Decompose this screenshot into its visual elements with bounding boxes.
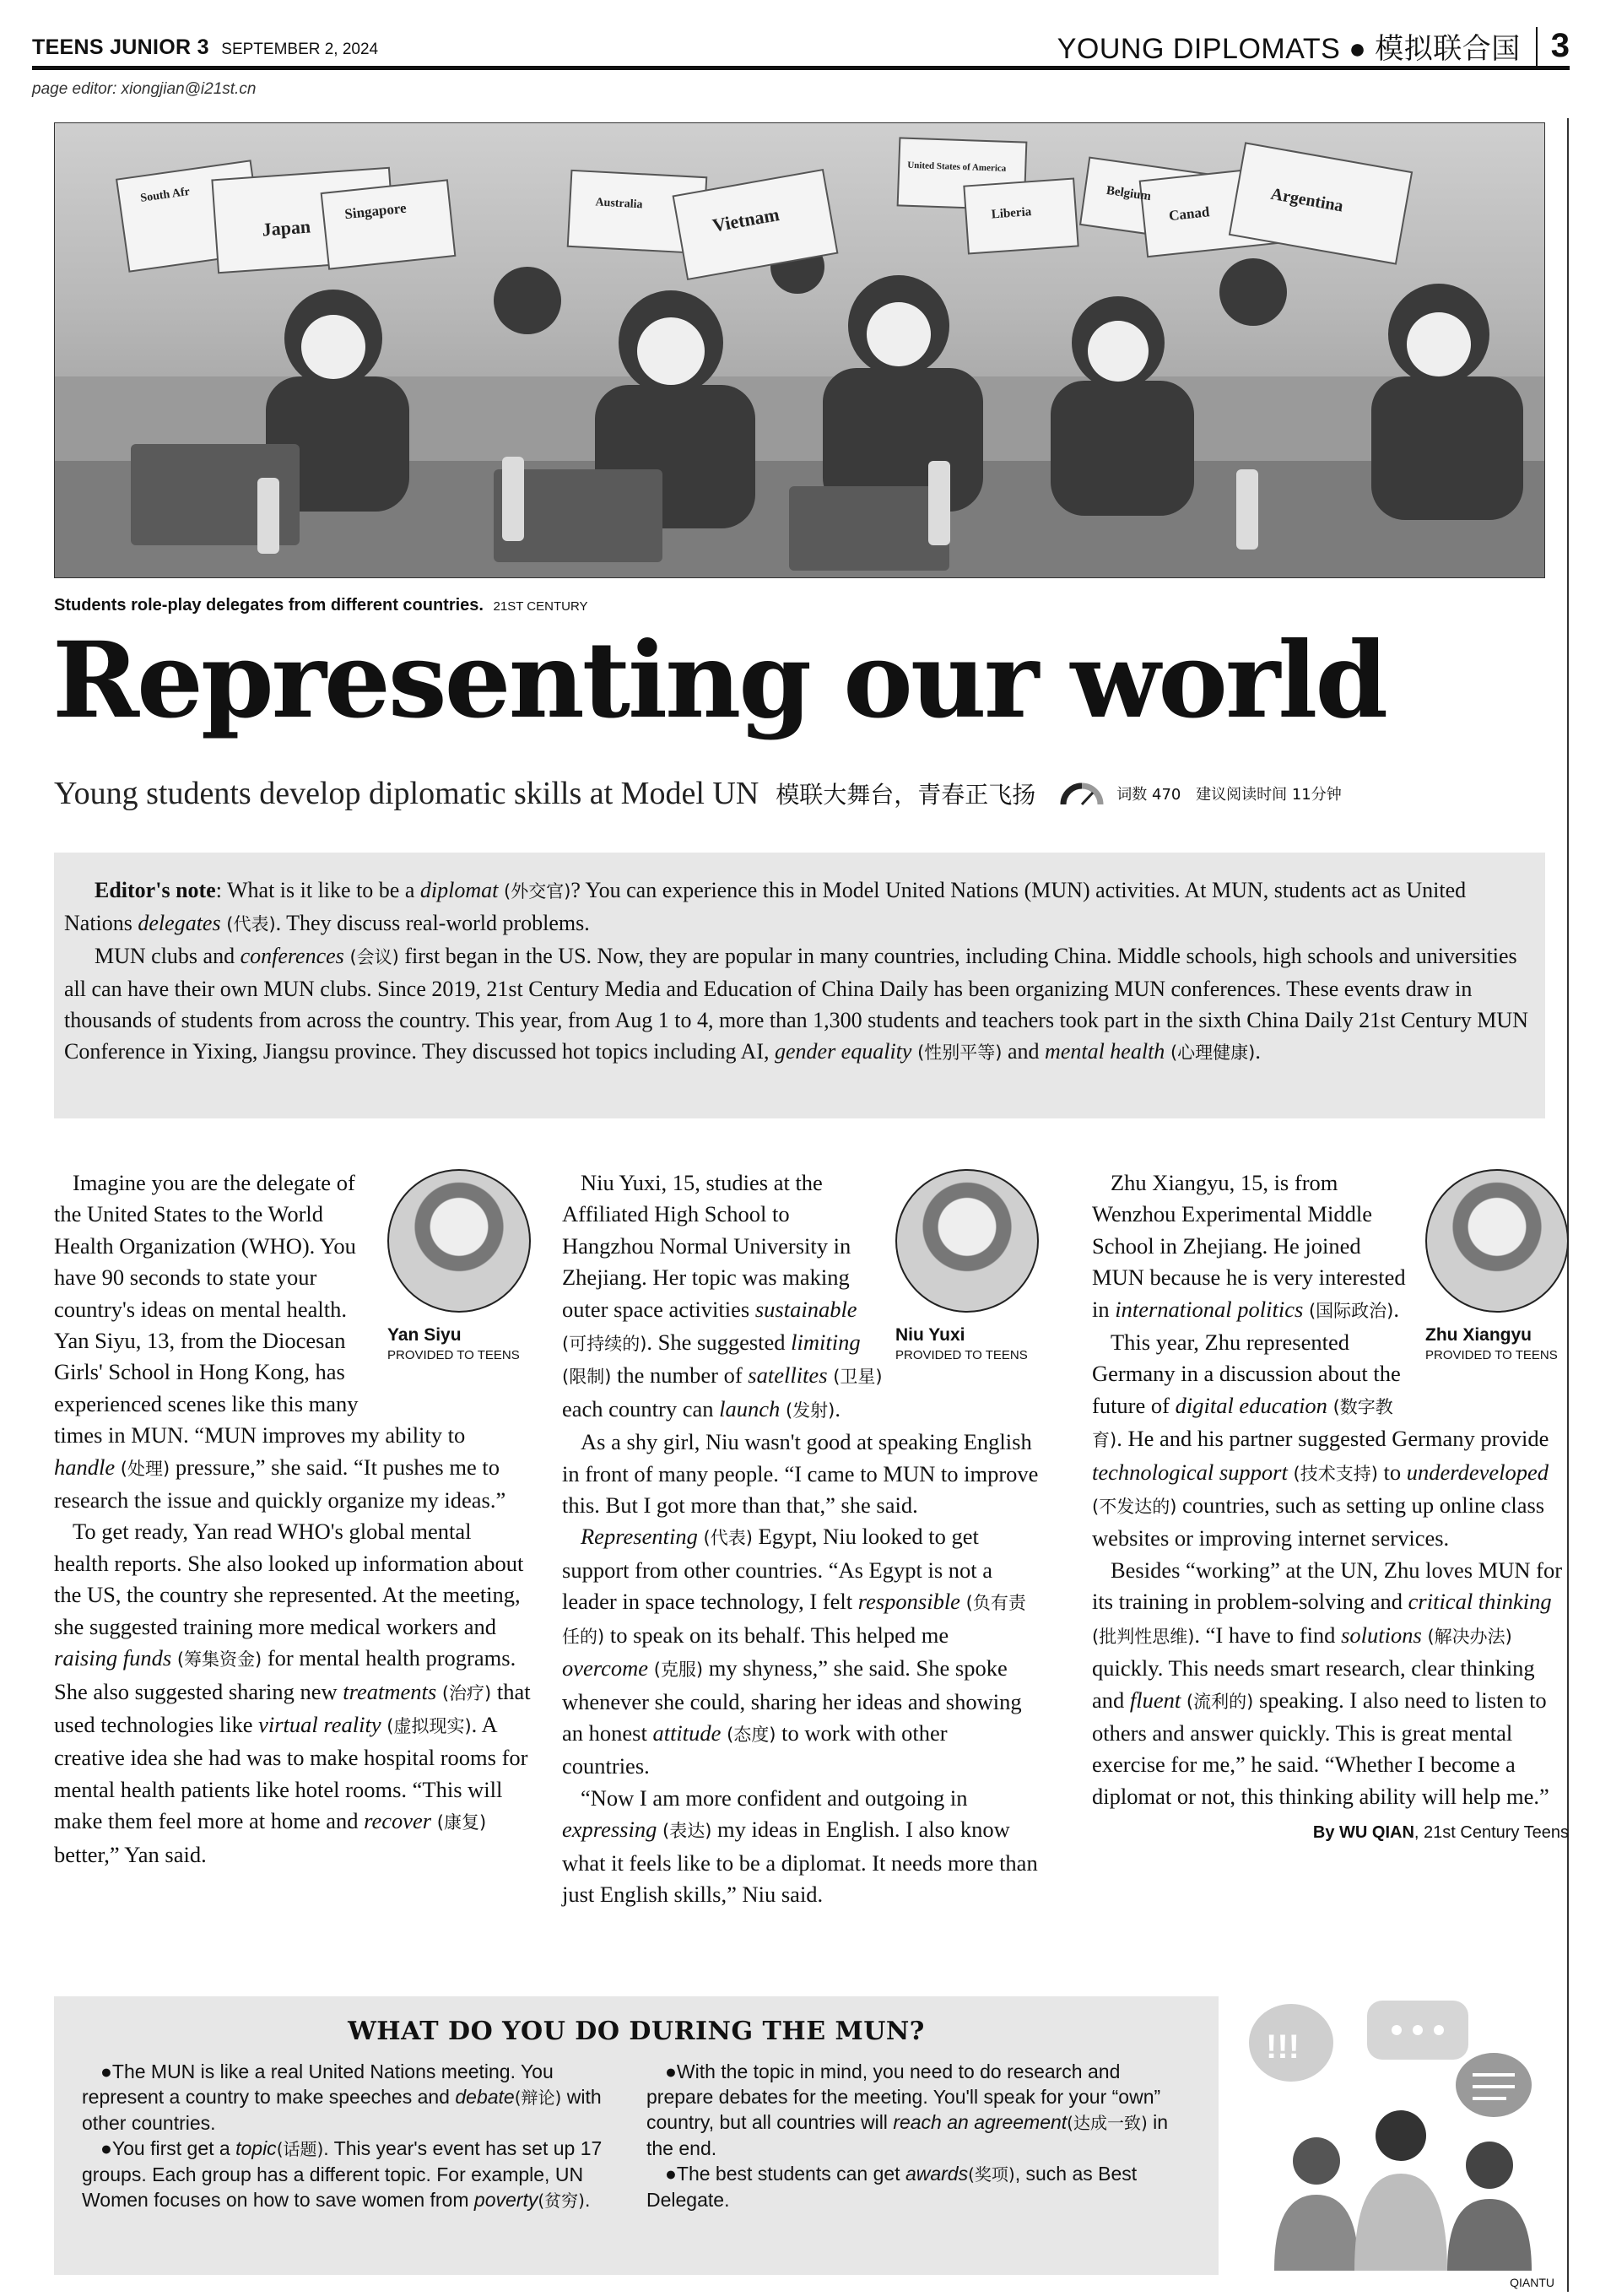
photo-credit: 21ST CENTURY (493, 599, 588, 614)
subheadline-row (54, 775, 1352, 812)
editors-note (54, 853, 1545, 1118)
portrait-name: Yan Siyu (387, 1325, 462, 1345)
main-photo (54, 122, 1545, 578)
paragraph: Niu Yuxi, 15, studies at the Affiliated High School to Hangzhou Normal University in Zhejiang. Her topic was making outer space activities sustainable (可持续的). She suggested limiting (限制) the number of satellites (卫星) each country can launch (发射). (562, 1170, 883, 1421)
person-icon (1354, 2110, 1447, 2271)
placard-liberia: Liberia (991, 205, 1032, 222)
photo-illustration (55, 123, 1545, 578)
avatar (895, 1169, 1039, 1313)
portrait-credit: PROVIDED TO TEENS (895, 1348, 1028, 1362)
placard-usa: United States of America (907, 160, 1007, 174)
article-column-2 (562, 1167, 1039, 1910)
article-column-3 (1092, 1167, 1569, 1849)
portrait-yan-siyu (387, 1169, 531, 1395)
bullet-item: ●The best students can get awards(奖项), such as Best Delegate. (646, 2163, 1138, 2211)
editors-note-p2: MUN clubs and conferences (会议) first began in the US. Now, they are popular in many countries, including China. Middle schools, high schools and universities all can have their own MUN clubs. Since 2019, 21st Century Media and Education of China Daily has been organizing MUN conferences. These events draw in thousands of students from across the country. This year, from Aug 1 to 4, more than 1,300 students and teachers took part in the sixth China Daily 21st Century MUN Conference in Yixing, Jiangsu province. They discussed hot topics including AI, gender equality (性别平等) and mental health (心理健康). (64, 944, 1528, 1064)
placard-argentina: Argentina (1269, 184, 1345, 216)
placard-canada: Canad (1168, 203, 1211, 225)
subheadline-cn: 模联大舞台，青春正飞扬 (776, 781, 1036, 809)
person-icon (1274, 2137, 1359, 2271)
subheadline-en: Young students develop diplomatic skills at Model UN (54, 776, 759, 811)
header-divider (1536, 27, 1538, 66)
caption-text: Students role-play delegates from different countries. (54, 596, 484, 615)
bullet-item: ●You first get a topic(话题). This year's event has set up 17 groups. Each group has a different topic. For example, UN Women focuses on how to save women from poverty(贫穷). (82, 2137, 603, 2211)
paragraph: This year, Zhu represented Germany in a discussion about the future of digital education (数字教育). He and his partner suggested Germany provide technological support (技术支持) to underdeveloped (不发达的) countries, such as setting up online class websites or improving internet services. (1092, 1329, 1549, 1551)
portrait-credit: PROVIDED TO TEENS (1425, 1348, 1558, 1362)
article-column-1 (54, 1167, 531, 1871)
paragraph: To get ready, Yan read WHO's global mental health reports. She also looked up information about the US, the country she represented. At the meeting, she suggested training more medical workers and raising funds (筹集资金) for mental health programs. She also suggested sharing new treatments (治疗) that used technologies like virtual reality (虚拟现实). A creative idea she had was to make hospital rooms for mental health patients like hotel rooms. “This will make them feel more at home and recover (康复) better,” Yan said. (54, 1519, 531, 1867)
paragraph: Representing (代表) Egypt, Niu looked to get support from other countries. “As Egypt is not a leader in space technology, I felt responsible (负有责任的) to speak on its behalf. This helped me overcome (克服) my shyness,” she said. She spoke whenever she could, sharing her ideas and showing an honest attitude (态度) to work with other countries. (562, 1524, 1026, 1779)
word-count: 词数 470 (1116, 786, 1181, 804)
section-header (1057, 25, 1570, 67)
box-column-1 (82, 2059, 614, 2213)
publication-name: TEENS JUNIOR 3 (32, 35, 209, 59)
illustration-credit: QIANTU (1510, 2276, 1554, 2289)
paragraph: As a shy girl, Niu wasn't good at speaking English in front of many people. “I came to MUN to improve this. But I got more than that,” she said. (562, 1429, 1039, 1519)
masthead (32, 35, 378, 60)
box-column-2 (646, 2059, 1178, 2212)
section-title: YOUNG DIPLOMATS ● 模拟联合国 (1057, 33, 1521, 65)
portrait-name: Niu Yuxi (895, 1325, 965, 1345)
byline: By WU QIAN, 21st Century Teens (1312, 1823, 1569, 1843)
paragraph: “Now I am more confident and outgoing in expressing (表达) my ideas in English. I also know what it feels like to be a diplomat. It needs more than just English skills,” Niu said. (562, 1784, 1038, 1907)
placard-south-africa: South Afr (139, 185, 191, 205)
page-number: 3 (1550, 27, 1570, 64)
paragraph: Imagine you are the delegate of the United States to the World Health Organization (WHO). You have 90 seconds to state your country's ideas on mental health. Yan Siyu, 13, from the Diocesan Girls' School in Hong Kong, has experienced scenes like this many times in MUN. “MUN improves my ability to handle (处理) pressure,” she said. “It pushes me to research the issue and quickly organize my ideas.” (54, 1170, 506, 1514)
portrait-niu-yuxi (895, 1169, 1039, 1395)
placard-belgium: Belgium (1105, 183, 1152, 204)
avatar (1425, 1169, 1569, 1313)
portrait-zhu-xiangyu (1425, 1169, 1569, 1395)
bullet-item: ●The MUN is like a real United Nations meeting. You represent a country to make speeches and debate(辩论) with other countries. (82, 2060, 602, 2134)
editors-note-p1: Editor's note: What is it like to be a diplomat (外交官)? You can experience this in Model United Nations (MUN) activities. At MUN, students act as United Nations delegates (代表). They discuss real-world problems. (64, 878, 1467, 935)
reading-time: 建议阅读时间 11分钟 (1196, 786, 1342, 804)
issue-date: SEPTEMBER 2, 2024 (221, 41, 379, 58)
photo-caption (54, 596, 588, 615)
portrait-credit: PROVIDED TO TEENS (387, 1348, 520, 1362)
page-editor: page editor: xiongjian@i21st.cn (32, 80, 257, 98)
paragraph: Zhu Xiangyu, 15, is from Wenzhou Experimental Middle School in Zhejiang. He joined MUN because he is very interested in international politics (国际政治). (1092, 1170, 1406, 1322)
illustration-exclaim: !!! (1266, 2028, 1300, 2066)
placard-australia: Australia (595, 196, 643, 212)
mun-info-box (54, 1996, 1219, 2275)
avatar (387, 1169, 531, 1313)
placard-japan: Japan (261, 215, 311, 241)
placard-singapore: Singapore (343, 199, 408, 223)
reading-gauge-icon (1059, 779, 1105, 808)
discussion-illustration (1241, 1984, 1553, 2271)
bullet-item: ●With the topic in mind, you need to do research and prepare debates for the meeting. You'll speak for your “own” country, but all countries will reach an agreement(达成一致) in the end. (646, 2060, 1169, 2159)
placard-vietnam: Vietnam (711, 203, 781, 236)
person-icon (1447, 2142, 1532, 2271)
paragraph: Besides “working” at the UN, Zhu loves MUN for its training in problem-solving and critical thinking (批判性思维). “I have to find solutions (解决办法) quickly. This needs smart research, clear thinking and fluent (流利的) speaking. I also need to listen to others and answer quickly. This is great mental exercise for me,” he said. “Whether I become a diplomat or not, this thinking ability will help me.” (1092, 1557, 1563, 1809)
reading-stats (1116, 782, 1351, 804)
box-title: WHAT DO YOU DO DURING THE MUN? (348, 2017, 925, 2046)
portrait-name: Zhu Xiangyu (1425, 1325, 1532, 1345)
headline: Representing our world (52, 620, 1386, 742)
header-rule (32, 66, 1570, 70)
